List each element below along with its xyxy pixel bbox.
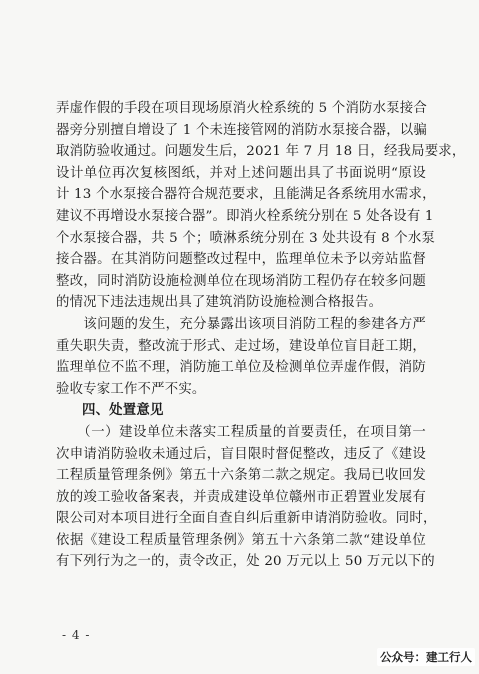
text-line: 个水泵接合器，共 5 个；喷淋系统分别在 3 处共设有 8 个水泵 bbox=[56, 230, 436, 246]
text-line: 监理单位不监不理，消防施工单位及检测单位弄虚作假，消防 bbox=[56, 360, 426, 376]
text-line: 的情况下违法违规出具了建筑消防设施检测合格报告。 bbox=[56, 295, 383, 311]
text-line: 重失职失责，整改流于形式、走过场，建设单位盲目赶工期， bbox=[56, 338, 426, 354]
text-line: 器旁分别擅自增设了 1 个未连接管网的消防水泵接合器，以骗 bbox=[56, 122, 427, 138]
text-line: 计 13 个水泵接合器符合规范要求，且能满足各系统用水需求， bbox=[56, 187, 436, 203]
text-line: 弄虚作假的手段在项目现场原消火栓系统的 5 个消防水泵接合 bbox=[56, 101, 427, 116]
text-line: 接合器。在其消防问题整改过程中，监理单位未予以旁站监督 bbox=[56, 252, 426, 268]
text-line: 放的竣工验收备案表，并责成建设单位赣州市正碧置业发展有 bbox=[56, 489, 426, 505]
text-line: 依据《建设工程质量管理条例》第五十六条第二款“建设单位 bbox=[56, 532, 426, 548]
text-line: 取消防验收通过。问题发生后，2021 年 7 月 18 日，经我局要求， bbox=[56, 144, 466, 160]
watermark: 公众号：建工行人 bbox=[377, 648, 475, 666]
section-heading: 四、处置意见 bbox=[82, 403, 164, 419]
text-line: 有下列行为之一的，责令改正，处 20 万元以上 50 万元以下的 bbox=[56, 554, 435, 570]
text-line: 建议不再增设水泵接合器”。即消火栓系统分别在 5 处各设有 1 bbox=[56, 208, 434, 224]
page-number: - 4 - bbox=[62, 628, 91, 642]
text-line: （一）建设单位未落实工程质量的首要责任，在项目第一 bbox=[56, 424, 426, 440]
text-line: 限公司对本项目进行全面自查自纠后重新申请消防验收。同时， bbox=[56, 511, 437, 527]
text-line: 验收专家工作不严不实。 bbox=[56, 381, 206, 397]
text-line: 次申请消防验收未通过后，盲目限时督促整改，违反了《建设 bbox=[56, 446, 426, 462]
text-line: 工程质量管理条例》第五十六条第二款之规定。我局已收回发 bbox=[56, 468, 426, 484]
text-line: 整改，同时消防设施检测单位在现场消防工程仍存在较多问题 bbox=[56, 273, 426, 289]
text-line: 设计单位再次复核图纸，并对上述问题出具了书面说明“原设 bbox=[56, 165, 426, 181]
document-body bbox=[56, 98, 466, 573]
text-line: 该问题的发生，充分暴露出该项目消防工程的参建各方严 bbox=[56, 316, 426, 332]
